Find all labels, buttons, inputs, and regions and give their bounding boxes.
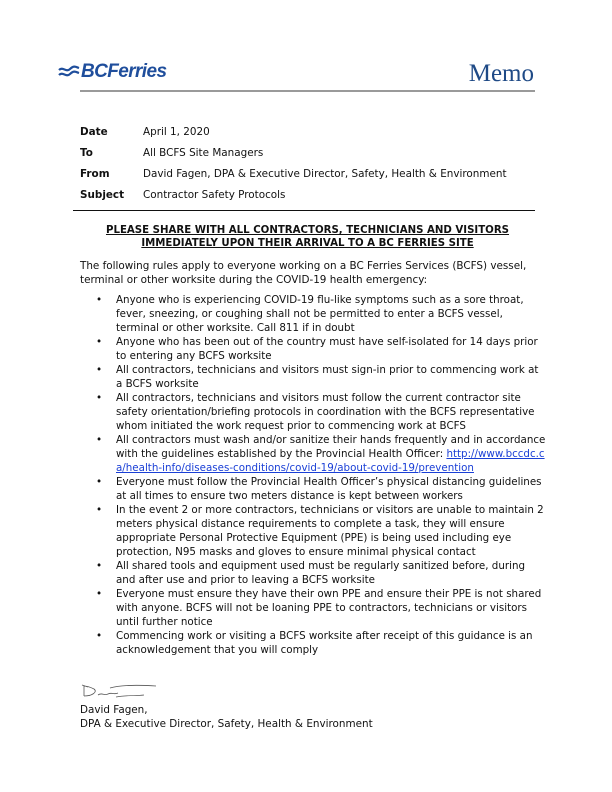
rule-item — [96, 629, 546, 657]
memo-title: Memo — [468, 60, 534, 87]
bullet-icon: • — [96, 476, 103, 488]
rule-text: All contractors must wash and/or sanitize their hands frequently and in accordance with the guidelines established by the Provincial Health Officer: — [116, 434, 546, 460]
bullet-icon: • — [96, 336, 103, 348]
bullet-icon: • — [96, 560, 103, 572]
rule-text: Commencing work or visiting a BCFS worksite after receipt of this guidance is an acknowledgement that you will comply — [116, 630, 533, 656]
signoff-name: David Fagen, — [80, 704, 148, 716]
field-subject — [80, 189, 507, 210]
logo-text: BCFerries — [81, 61, 167, 82]
rule-text: All contractors, technicians and visitors must sign-in prior to commencing work at a BCFS worksite — [116, 364, 539, 390]
rule-text: Anyone who has been out of the country must have self-isolated for 14 days prior to entering any BCFS worksite — [116, 336, 538, 362]
bullet-icon: • — [96, 504, 103, 516]
bullet-icon: • — [96, 392, 103, 404]
rule-text: In the event 2 or more contractors, technicians or visitors are unable to maintain 2 meters physical distance requirements to complete a task, they will ensure appropriate Personal Protective Equipment (PPE) is being used including eye protection, N95 masks and gloves to ensure minimal physical contact — [116, 504, 544, 558]
rule-text: All contractors, technicians and visitors must follow the current contractor site safety orientation/briefing protocols in coordination with the BCFS representative whom initiated the work request prior to commencing work at BCFS — [116, 392, 535, 432]
bullet-icon: • — [96, 364, 103, 376]
rules-list — [96, 293, 546, 657]
rule-item — [96, 293, 546, 335]
bc-ferries-logo — [58, 60, 166, 84]
notice-heading — [80, 224, 535, 250]
rule-item — [96, 433, 546, 475]
rule-item — [96, 363, 546, 391]
signature-image — [80, 683, 158, 701]
rule-item — [96, 587, 546, 629]
header-divider — [80, 90, 535, 92]
rule-item — [96, 335, 546, 363]
fields-divider — [73, 210, 535, 211]
memo-fields — [80, 126, 507, 210]
field-value: April 1, 2020 — [143, 126, 210, 138]
rule-text: Everyone must follow the Provincial Health Officer’s physical distancing guidelines at all times to ensure two meters distance is kept between workers — [116, 476, 542, 502]
field-value: David Fagen, DPA & Executive Director, Safety, Health & Environment — [143, 168, 507, 180]
rule-item — [96, 475, 546, 503]
bullet-icon: • — [96, 434, 103, 446]
notice-heading-line2: IMMEDIATELY UPON THEIR ARRIVAL TO A BC FERRIES SITE — [141, 238, 474, 249]
notice-heading-line1: PLEASE SHARE WITH ALL CONTRACTORS, TECHNICIANS AND VISITORS — [105, 225, 510, 236]
rule-item — [96, 503, 546, 559]
bullet-icon: • — [96, 588, 103, 600]
rule-text: Everyone must ensure they have their own PPE and ensure their PPE is not shared with anyone. BCFS will not be loaning PPE to contractors, technicians or visitors until further notice — [116, 588, 542, 628]
rule-item — [96, 391, 546, 433]
wave-icon — [58, 65, 80, 79]
bullet-icon: • — [96, 630, 103, 642]
bullet-icon: • — [96, 294, 103, 306]
field-value: Contractor Safety Protocols — [143, 189, 286, 201]
rule-item — [96, 559, 546, 587]
field-label: Subject — [80, 189, 125, 201]
field-label: To — [80, 147, 93, 159]
signoff-title: DPA & Executive Director, Safety, Health & Environment — [80, 718, 373, 730]
intro-paragraph: The following rules apply to everyone working on a BC Ferries Services (BCFS) vessel, terminal or other worksite during the COVID-19 health emergency: — [80, 260, 527, 286]
rule-text: All shared tools and equipment used must be regularly sanitized before, during and after use and prior to leaving a BCFS worksite — [116, 560, 526, 586]
field-to — [80, 147, 507, 168]
rule-text: Anyone who is experiencing COVID-19 flu-like symptoms such as a sore throat, fever, sneezing, or coughing shall not be permitted to enter a BCFS vessel, terminal or other worksite. Call 811 if in doubt — [116, 294, 524, 334]
field-from — [80, 168, 507, 189]
field-label: Date — [80, 126, 108, 138]
field-label: From — [80, 168, 110, 180]
field-date — [80, 126, 507, 147]
bccdc-prevention-link[interactable]: http://www.bccdc.ca/health-info/diseases-conditions/covid-19/about-covid-19/prevention — [116, 448, 545, 474]
field-value: All BCFS Site Managers — [143, 147, 264, 159]
